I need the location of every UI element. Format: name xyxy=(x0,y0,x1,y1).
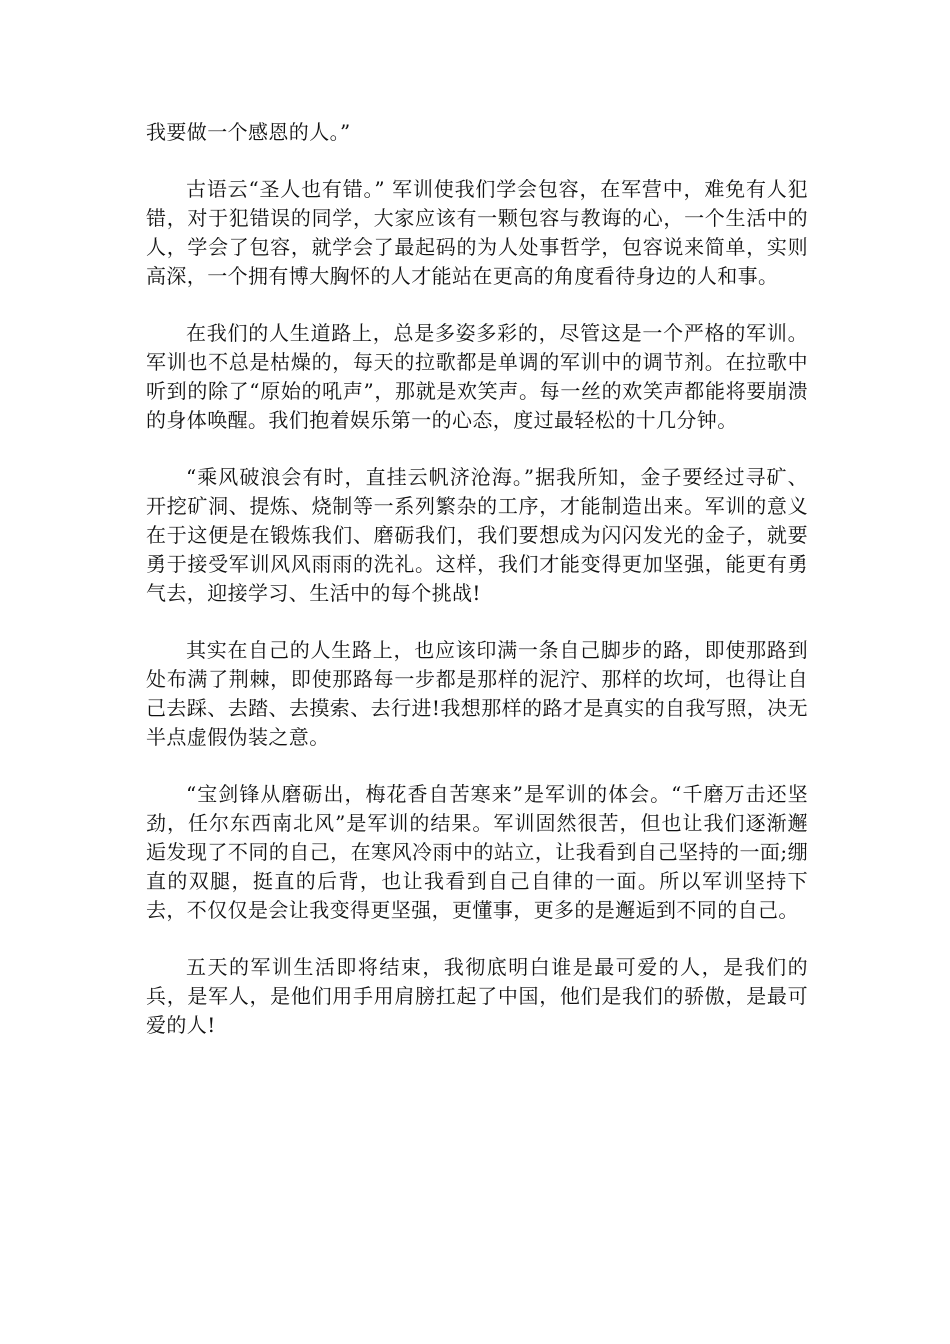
paragraph-tolerance: 古语云“圣人也有错。” 军训使我们学会包容，在军营中，难免有人犯错，对于犯错误的同学，大家应该有一颗包容与教诲的心，一个生活中的人，学会了包容，就学会了最起码的为人处事哲学，包容说来简单，实则高深，一个拥有博大胸怀的人才能站在更高的角度看待身边的人和事。 xyxy=(146,177,808,288)
paragraph-sword: “宝剑锋从磨砺出，梅花香自苦寒来”是军训的体会。“千磨万击还坚劲，任尔东西南北风”是军训的结果。军训固然很苦，但也让我们逐渐邂逅发现了不同的自己，在寒风冷雨中的站立，让我看到自己坚持的一面;绷直的双腿，挺直的后背，也让我看到自己自律的一面。所以军训坚持下去，不仅仅是会让我变得更坚强，更懂事，更多的是邂逅到不同的自己。 xyxy=(146,782,808,922)
paragraph-continuation: 我要做一个感恩的人。” xyxy=(146,120,351,144)
paragraph-gold: “乘风破浪会有时，直挂云帆济沧海。”据我所知，金子要经过寻矿、开挖矿洞、提炼、烧制等一系列繁杂的工序，才能制造出来。军训的意义在于这便是在锻炼我们、磨砺我们，我们要想成为闪闪发光的金子，就要勇于接受军训风风雨雨的洗礼。这样，我们才能变得更加坚强，能更有勇气去，迎接学习、生活中的每个挑战! xyxy=(146,465,808,605)
paragraph-singing: 在我们的人生道路上，总是多姿多彩的，尽管这是一个严格的军训。军训也不总是枯燥的，每天的拉歌都是单调的军训中的调节剂。在拉歌中听到的除了“原始的吼声”，那就是欢笑声。每一丝的欢笑声都能将要崩溃的身体唤醒。我们抱着娱乐第一的心态，度过最轻松的十几分钟。 xyxy=(146,321,808,432)
paragraph-life-road: 其实在自己的人生路上，也应该印满一条自己脚步的路，即使那路到处布满了荆棘，即使那路每一步都是那样的泥泞、那样的坎坷，也得让自己去踩、去踏、去摸索、去行进!我想那样的路才是真实的自我写照，决无半点虚假伪装之意。 xyxy=(146,638,808,749)
document-body xyxy=(146,118,808,1068)
paragraph-conclusion: 五天的军训生活即将结束，我彻底明白谁是最可爱的人，是我们的兵，是军人，是他们用手用肩膀扛起了中国，他们是我们的骄傲，是最可爱的人! xyxy=(146,955,808,1037)
